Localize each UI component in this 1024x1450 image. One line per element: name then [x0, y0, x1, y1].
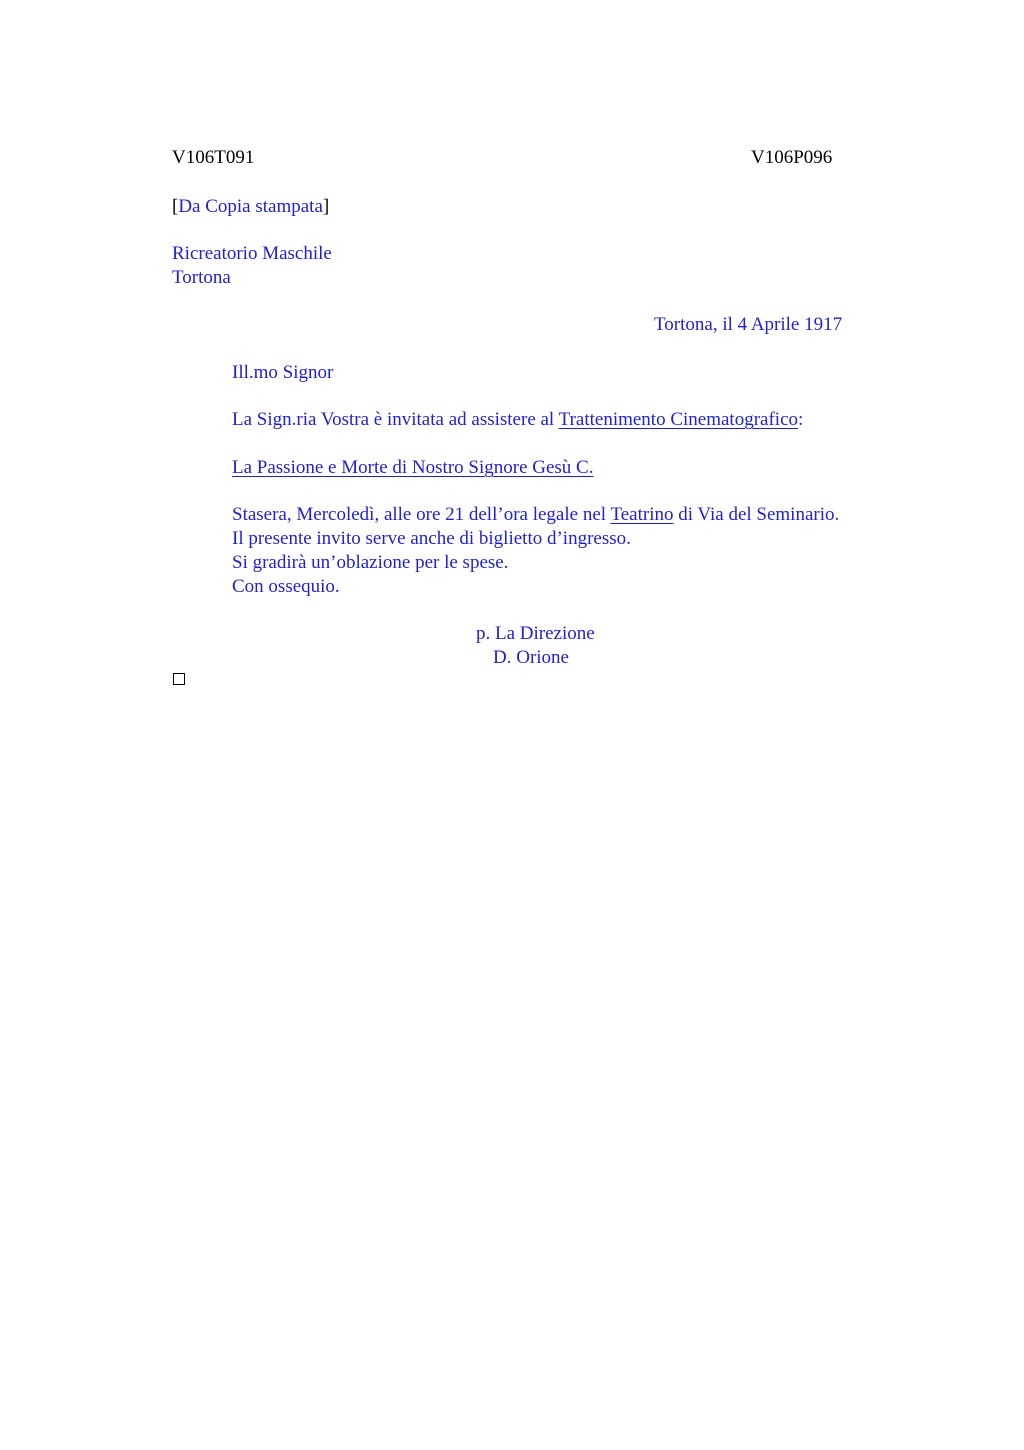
- invitation-suffix: :: [798, 409, 804, 430]
- right-document-code: V106P096: [751, 147, 833, 168]
- details-venue: Teatrino: [610, 504, 674, 525]
- details-line-3: Si gradirà un’oblazione per le spese.: [232, 552, 509, 573]
- details-line-1: [232, 503, 839, 527]
- source-note: [172, 195, 329, 219]
- details-address: di Via del Seminario.: [673, 504, 840, 525]
- signature-direction: p. La Direzione: [476, 623, 595, 644]
- source-note-close-bracket: ]: [322, 196, 330, 217]
- source-note-text: Da Copia stampata: [178, 196, 323, 217]
- invitation-line: [232, 408, 803, 432]
- film-title: La Passione e Morte di Nostro Signore Gesù C.: [232, 457, 594, 478]
- invitation-prefix: La Sign.ria Vostra è invitata ad assistere al: [232, 409, 559, 430]
- details-time: Stasera, Mercoledì, alle ore 21 dell’ora legale nel: [232, 504, 611, 525]
- event-type: Trattenimento Cinematografico: [558, 409, 799, 430]
- details-line-2: Il presente invito serve anche di biglietto d’ingresso.: [232, 528, 631, 549]
- salutation: Ill.mo Signor: [232, 362, 334, 383]
- left-document-code: V106T091: [172, 147, 255, 168]
- source-note-open-bracket: [: [172, 196, 179, 217]
- details-line-4: Con ossequio.: [232, 576, 340, 597]
- signature-name: D. Orione: [493, 647, 569, 668]
- end-marker-square-icon: [173, 673, 185, 685]
- sender-city: Tortona: [172, 267, 231, 288]
- date-line: Tortona, il 4 Aprile 1917: [654, 314, 843, 335]
- sender-name: Ricreatorio Maschile: [172, 243, 332, 264]
